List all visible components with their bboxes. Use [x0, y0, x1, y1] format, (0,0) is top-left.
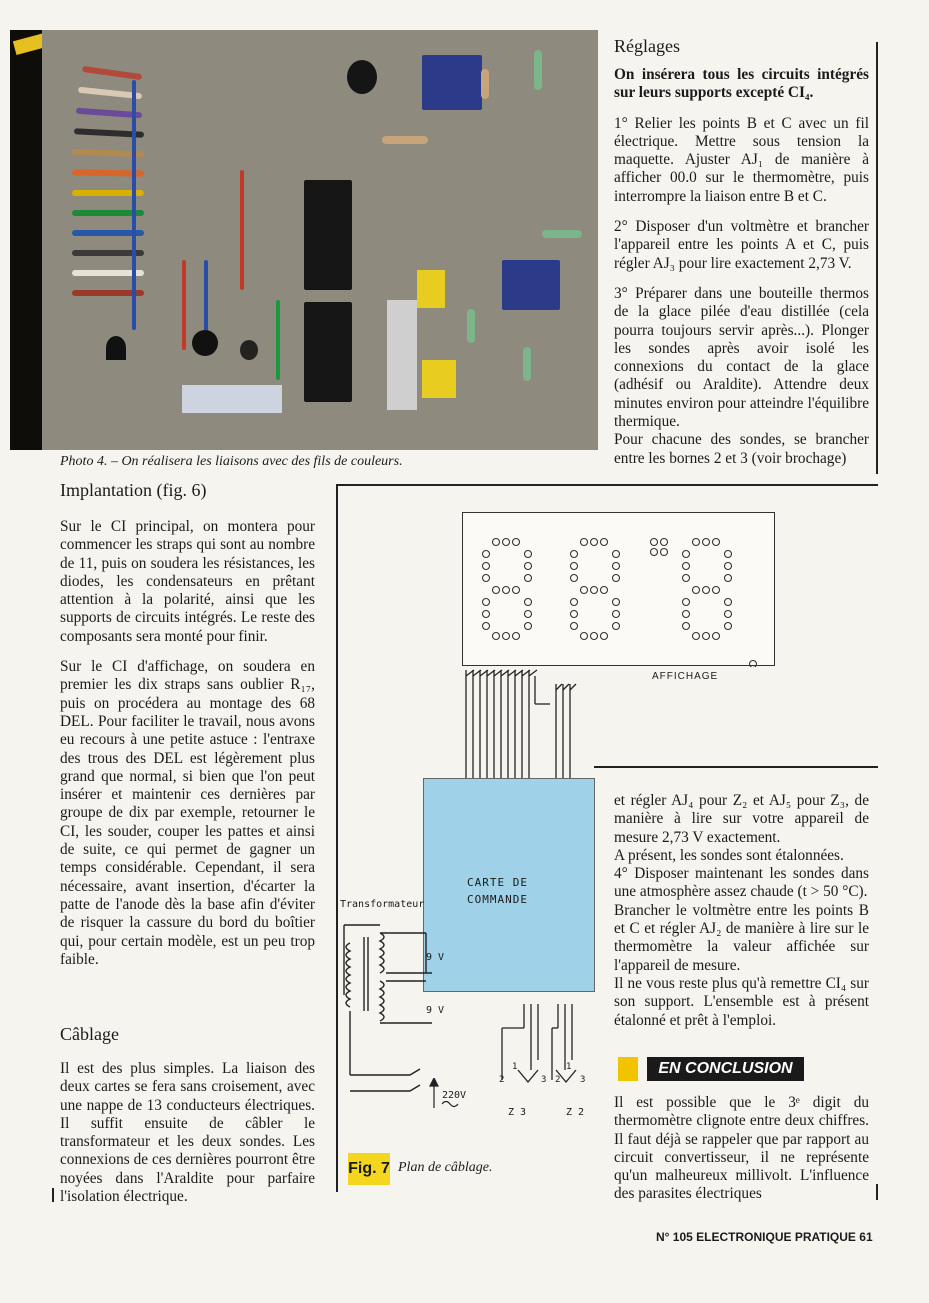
suite-para-1: et régler AJ₄ pour Z₂ et AJ₅ pour Z₃, de manière à lire sur votre appareil de mesure 2,73 V exactement. — [614, 792, 869, 846]
implantation-para-2: Sur le CI d'affichage, on soudera en premier les dix straps sans oublier R₁₇, puis on procédera au montage des 68 DEL. Pour faciliter le travail, nous avons eu recours à une petite astuce : l'entraxe des trous des DEL est légèrement plus grand que normal, si bien que l'on peut insérer et maintenir ces dernières par groupe de dix par exemple, retourner le CI, les souder, couper les pattes et ainsi de suite, ce qui permet de gagner un temps considérable. Cependant, il sera nécessaire, avant insertion, d'écarter la patte de l'anode dès la base afin d'éviter de risquer la cassure du bord du boîtier qui, pour certain modèle, est un peu trop faible. — [60, 658, 315, 968]
z2-label: Z 2 — [566, 1107, 585, 1118]
z3-pin-1: 1 — [512, 1062, 518, 1072]
reglages-step-1: 1° Relier les points B et C avec un fil électrique. Mettre sous tension la maquette. Ajuster AJ₁ de manière à afficher 00.0 sur le thermomètre, puis interrompre la liaison entre B et C. — [614, 114, 869, 205]
conclusion-text — [614, 1094, 869, 1204]
section-title-reglages: Réglages — [614, 36, 680, 56]
page-footer: N° 105 ELECTRONIQUE PRATIQUE 61 — [656, 1230, 873, 1244]
suite-text — [614, 792, 869, 1030]
carte-label: CARTE DE — [467, 876, 528, 889]
voltage-label-1: 9 V — [426, 952, 445, 963]
suite-para-5: Il ne vous reste plus qu'à remettre CI₄ sur son support. L'ensemble est à présent étalonné et prêt à l'emploi. — [614, 974, 869, 1029]
pcb-board — [42, 30, 598, 450]
z2-pin-2: 2 — [555, 1075, 561, 1085]
seven-segment-leds — [462, 512, 776, 667]
commande-label: COMMANDE — [467, 893, 528, 906]
implantation-text — [60, 518, 315, 981]
cablage-text — [60, 1060, 315, 1218]
column-rule — [876, 1184, 878, 1200]
figure-number: Fig. 7 — [348, 1153, 390, 1185]
reglages-step-3b: Pour chacune des sondes, se brancher entre les bornes 2 et 3 (voir brochage) — [614, 431, 869, 467]
column-rule — [876, 42, 878, 474]
probe-wiring — [494, 1000, 594, 1100]
reglages-text — [614, 66, 869, 468]
ac-symbol-icon — [440, 1098, 460, 1110]
reglages-intro: On insérera tous les circuits intégrés sur leurs supports excepté CI₄. — [614, 66, 869, 102]
section-title-implantation: Implantation (fig. 6) — [60, 480, 207, 500]
figure-top-rule — [338, 484, 878, 486]
reglages-step-3: 3° Préparer dans une bouteille thermos de la glace pilée d'eau distillée (cela pourra toujours servir après...). Plonger les sondes après avoir isolé les connexions du contact de la glace (adhésif ou Araldite). Attendre deux minutes environ pour atteindre l'équilibre thermique. — [614, 284, 869, 431]
suite-para-2: A présent, les sondes sont étalonnées. — [614, 846, 844, 864]
z2-pin-1: 1 — [566, 1062, 572, 1072]
figure-inner-rule — [594, 766, 878, 768]
z2-pin-3: 3 — [580, 1075, 586, 1085]
figure-caption: Plan de câblage. — [398, 1160, 493, 1175]
voltage-label-2: 9 V — [426, 1005, 445, 1016]
suite-para-4: Brancher le voltmètre entre les points B et C et régler AJ₂ de manière à lire sur le thermomètre la valeur affichée sur l'appareil de mesure. — [614, 901, 869, 974]
cablage-para-1: Il est des plus simples. La liaison des deux cartes se fera sans croisement, avec une nappe de 13 conducteurs électriques. Il suffit ensuite de câbler le transformateur et les deux sondes. Les connexions de ces dernières pourront être noyées dans l'Araldite pour parfaire l'isolation électrique. — [60, 1060, 315, 1206]
suite-para-3: 4° Disposer maintenant les sondes dans une atmosphère assez chaude (t > 50 °C). — [614, 865, 869, 901]
z3-pin-2: 2 — [499, 1075, 505, 1085]
implantation-para-1: Sur le CI principal, on montera pour commencer les straps qui sont au nombre de 11, puis on soudera les résistances, les diodes, les condensateurs en prêtant attention à la polarité, ainsi que les supports de circuits intégrés. Le reste des composants sera monté pour finir. — [60, 518, 315, 645]
affichage-label: AFFICHAGE — [652, 671, 719, 682]
transformateur-label: Transformateur — [340, 899, 425, 910]
mains-voltage-label: 220V — [442, 1090, 467, 1101]
transformer-schematic — [340, 915, 470, 1115]
photo-caption: Photo 4. – On réalisera les liaisons avec des fils de couleurs. — [60, 454, 403, 469]
figure-left-rule — [336, 484, 338, 1192]
z3-label: Z 3 — [508, 1107, 527, 1118]
z3-pin-3: 3 — [541, 1075, 547, 1085]
conclusion-marker — [618, 1057, 638, 1081]
column-rule — [52, 1188, 54, 1202]
conclusion-heading: EN CONCLUSION — [647, 1057, 804, 1081]
conclusion-para-1: Il est possible que le 3ᵉ digit du thermomètre clignote entre deux chiffres. Il faut déjà se rappeler que par rapport au circuit convertisseur, il ne représente qu'un malheureux millivolt. L'influence des parasites électriques — [614, 1094, 869, 1203]
reglages-step-2: 2° Disposer d'un voltmètre et brancher l'appareil entre les points A et C, puis régler AJ₃ pour lire exactement 2,73 V. — [614, 218, 869, 272]
section-title-cablage: Câblage — [60, 1024, 119, 1044]
